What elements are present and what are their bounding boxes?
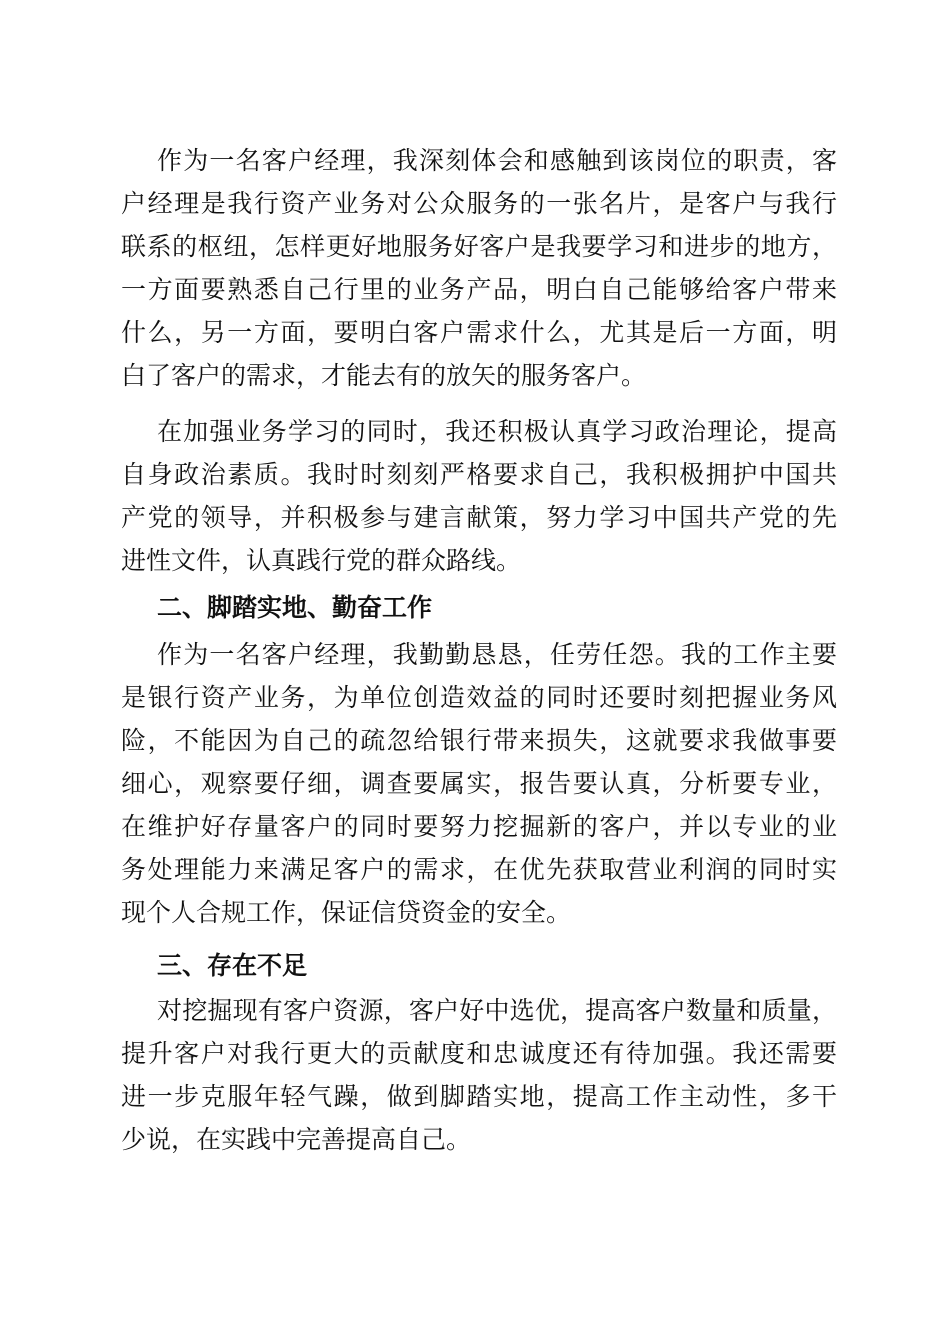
text-line: 务处理能力来满足客户的需求，在优先获取营业利润的同时实 [121,855,837,884]
section-heading-shortcomings: 三、存在不足 [157,951,308,980]
text-line: 细心，观察要仔细，调查要属实，报告要认真，分析要专业， [121,769,837,798]
text-line: 提升客户对我行更大的贡献度和忠诚度还有待加强。我还需要 [121,1039,837,1068]
text-line: 对挖掘现有客户资源，客户好中选优，提高客户数量和质量， [157,996,837,1025]
text-line: 是银行资产业务，为单位创造效益的同时还要时刻把握业务风 [121,683,837,712]
text-line: 在维护好存量客户的同时要努力挖掘新的客户，并以专业的业 [121,812,837,841]
text-line: 少说，在实践中完善提高自己。 [121,1125,472,1154]
text-line: 进性文件，认真践行党的群众路线。 [121,546,522,575]
text-line: 产党的领导，并积极参与建言献策，努力学习中国共产党的先 [121,503,837,532]
text-line: 一方面要熟悉自己行里的业务产品，明白自己能够给客户带来 [121,275,837,304]
text-line: 白了客户的需求，才能去有的放矢的服务客户。 [121,361,647,390]
text-line: 什么，另一方面，要明白客户需求什么，尤其是后一方面，明 [121,318,837,347]
text-line: 在加强业务学习的同时，我还积极认真学习政治理论，提高 [157,417,837,446]
text-line: 进一步克服年轻气躁，做到脚踏实地，提高工作主动性，多干 [121,1082,837,1111]
text-line: 作为一名客户经理，我深刻体会和感触到该岗位的职责，客 [157,146,837,175]
text-line: 作为一名客户经理，我勤勤恳恳，任劳任怨。我的工作主要 [157,640,837,669]
section-heading-work: 二、脚踏实地、勤奋工作 [157,593,433,622]
text-line: 现个人合规工作，保证信贷资金的安全。 [121,898,572,927]
text-line: 险，不能因为自己的疏忽给银行带来损失，这就要求我做事要 [121,726,837,755]
text-line: 户经理是我行资产业务对公众服务的一张名片，是客户与我行 [121,189,837,218]
text-line: 联系的枢纽，怎样更好地服务好客户是我要学习和进步的地方， [121,232,837,261]
text-line: 自身政治素质。我时时刻刻严格要求自己，我积极拥护中国共 [121,460,837,489]
